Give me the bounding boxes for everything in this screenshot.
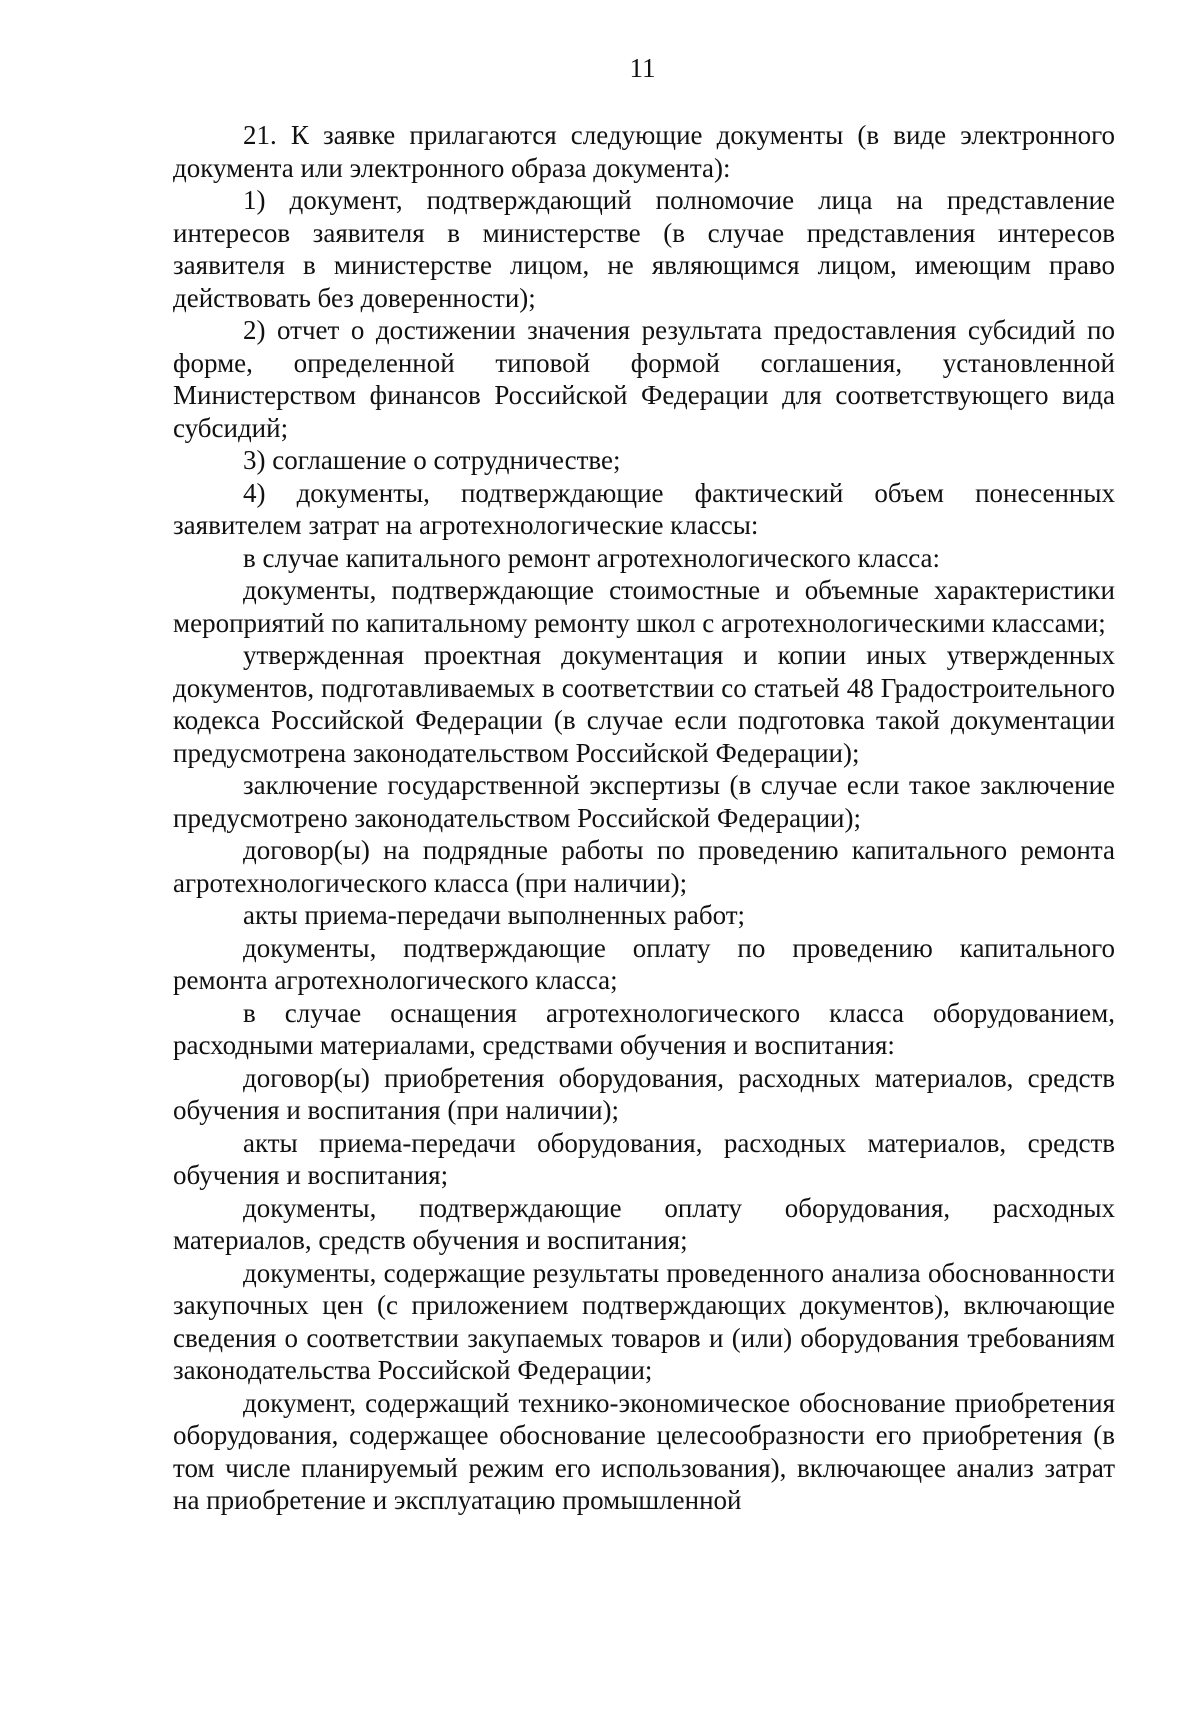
paragraph-payment-documents: документы, подтверждающие оплату по проведению капитального ремонта агротехнологического класса;: [173, 932, 1115, 995]
paragraph-feasibility-study: документ, содержащий технико-экономическое обоснование приобретения оборудования, содержащее обоснование целесообразности его приобретения (в том числе планируемый режим его использования), включающее анализ затрат на приобретение и эксплуатацию промышленной: [173, 1387, 1115, 1515]
paragraph-equipment-acts: акты приема-передачи оборудования, расходных материалов, средств обучения и воспитания;: [173, 1127, 1115, 1190]
paragraph-subitem-1: 1) документ, подтверждающий полномочие лица на представление интересов заявителя в министерстве (в случае представления интересов заявителя в министерстве лицом, не являющимся лицом, имеющим право действовать без доверенности);: [173, 185, 1115, 313]
paragraph-contract-works: договор(ы) на подрядные работы по проведению капитального ремонта агротехнологического класса (при наличии);: [173, 835, 1115, 898]
paragraph-subitem-2: 2) отчет о достижении значения результата предоставления субсидий по форме, определенной типовой формой соглашения, установленной Министерством финансов Российской Федерации для соответствующего вида субсидий;: [173, 315, 1115, 443]
document-body: [173, 119, 1115, 1517]
paragraph-item-21: 21. К заявке прилагаются следующие документы (в виде электронного документа или электронного образа документа):: [173, 120, 1115, 183]
paragraph-subitem-4: 4) документы, подтверждающие фактический объем понесенных заявителем затрат на агротехнологические классы:: [173, 477, 1115, 540]
paragraph-acceptance-acts: акты приема-передачи выполненных работ;: [243, 900, 746, 930]
paragraph-equipment-payment: документы, подтверждающие оплату оборудования, расходных материалов, средств обучения и воспитания;: [173, 1192, 1115, 1255]
paragraph-project-documentation: утвержденная проектная документация и копии иных утвержденных документов, подготавливаемых в соответствии со статьей 48 Градостроительного кодекса Российской Федерации (в случае если подготовка такой документации предусмотрена законодательством Российской Федерации);: [173, 640, 1115, 768]
page-number: 11: [629, 53, 656, 83]
paragraph-cost-documents: документы, подтверждающие стоимостные и объемные характеристики мероприятий по капитальному ремонту школ с агротехнологическими классами;: [173, 575, 1115, 638]
paragraph-equipment-heading: в случае оснащения агротехнологического класса оборудованием, расходными материалами, средствами обучения и воспитания:: [173, 997, 1115, 1060]
paragraph-state-expertise: заключение государственной экспертизы (в случае если такое заключение предусмотрено законодательством Российской Федерации);: [173, 770, 1115, 833]
paragraph-capital-repair-heading: в случае капитального ремонт агротехнологического класса:: [243, 542, 940, 573]
paragraph-price-analysis: документы, содержащие результаты проведенного анализа обоснованности закупочных цен (с приложением подтверждающих документов), включающие сведения о соответствии закупаемых товаров и (или) оборудования требованиям законодательства Российской Федерации;: [173, 1257, 1115, 1385]
paragraph-equipment-contracts: договор(ы) приобретения оборудования, расходных материалов, средств обучения и воспитания (при наличии);: [173, 1062, 1115, 1125]
paragraph-subitem-3: 3) соглашение о сотрудничестве;: [243, 445, 621, 475]
